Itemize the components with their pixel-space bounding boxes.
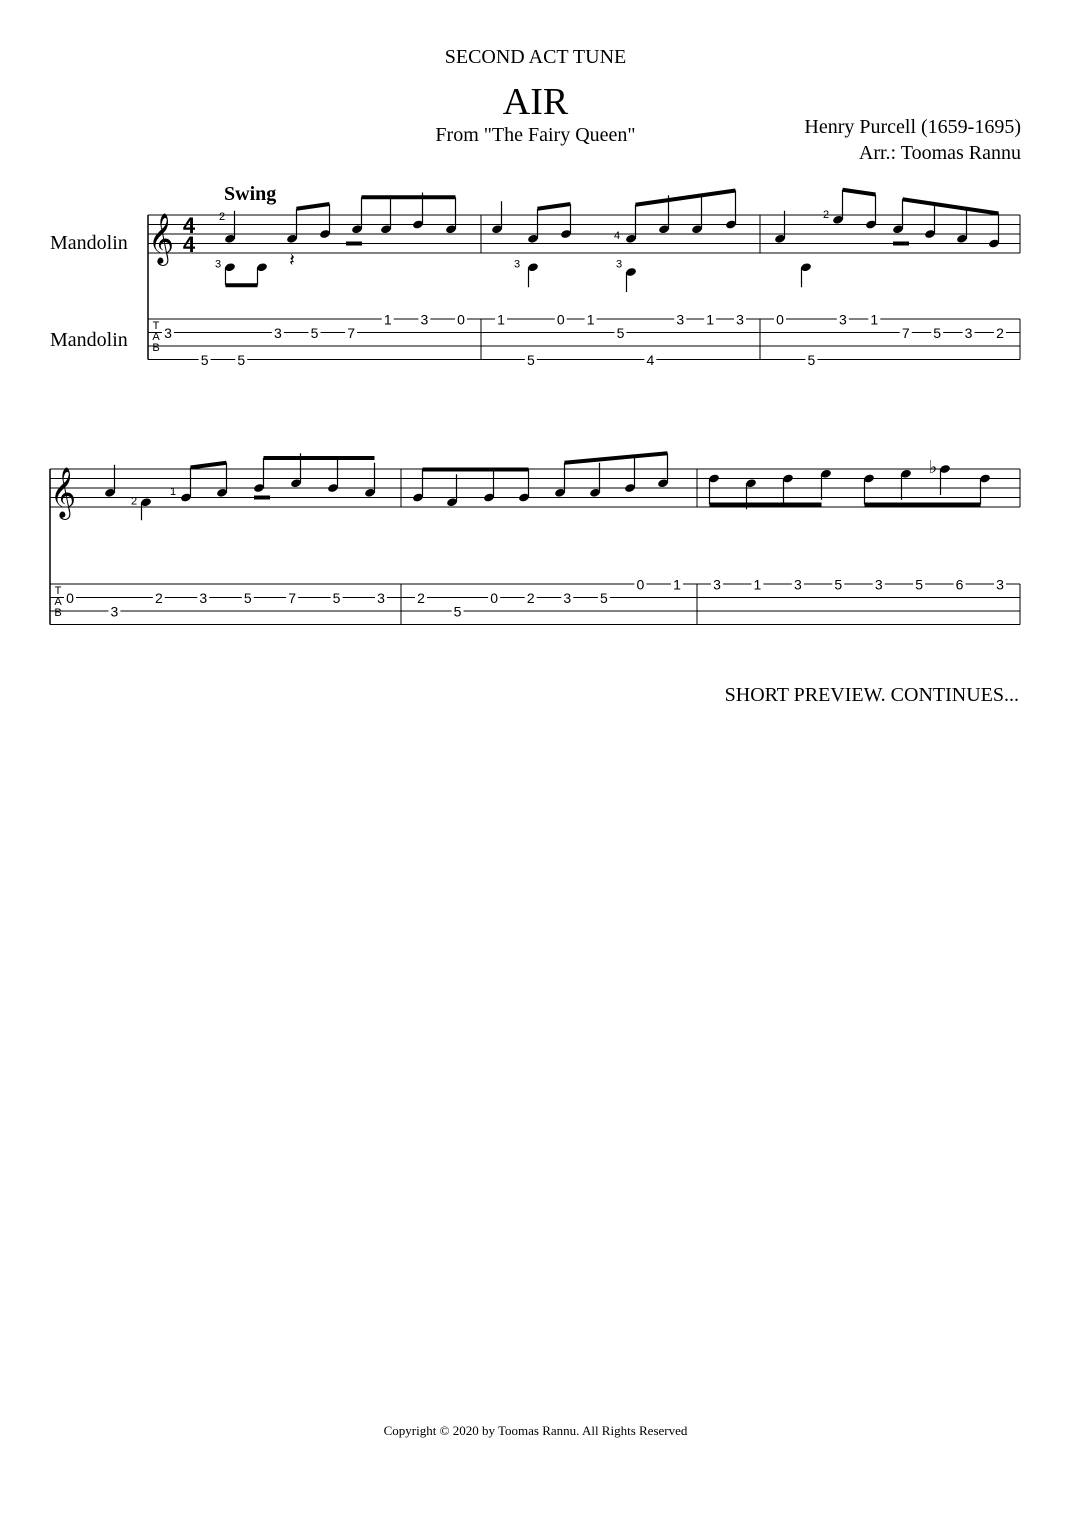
tab-fret-number: 4 [646,352,655,368]
instrument-label-staff: Mandolin [50,232,128,254]
tab-fret-number: 3 [199,590,208,606]
tab-fret-number: 7 [288,590,297,606]
tab-fret-number: 1 [753,576,762,593]
tab-fret-number: 1 [870,311,879,328]
fingering-number: 1 [169,485,177,498]
tab-fret-number: 5 [807,352,816,368]
fingering-number: 3 [513,258,521,271]
supertitle: SECOND ACT TUNE [444,46,627,68]
instrument-label-tab: Mandolin [50,329,128,351]
tab-fret-number: 5 [599,590,608,606]
time-signature-bottom: 4 [182,232,196,257]
piece-subtitle: From "The Fairy Queen" [435,124,636,146]
tab-fret-number: 0 [776,311,784,328]
tab-fret-number: 5 [616,325,625,341]
tab-fret-number: 0 [636,576,645,593]
tab-fret-number: 3 [838,311,847,328]
tab-fret-number: 3 [377,590,385,606]
tab-letter: T [54,585,62,597]
tab-fret-number: 5 [200,352,209,368]
half-rest-icon [346,242,362,246]
treble-clef-icon: 𝄞 [49,468,77,517]
tab-fret-number: 1 [706,311,715,328]
tab-fret-number: 3 [420,311,429,328]
fingering-number: 2 [822,208,830,221]
tab-fret-number: 3 [110,603,119,620]
tab-letter: B [152,342,160,354]
time-signature-top: 4 [182,213,196,238]
tab-fret-number: 5 [834,576,843,593]
fingering-number: 4 [613,229,621,242]
tab-fret-number: 2 [526,590,535,606]
note-beam [297,204,330,209]
tab-fret-number: 2 [996,325,1004,341]
tab-fret-number: 3 [164,325,172,341]
tab-fret-number: 5 [243,590,252,606]
half-rest-icon [893,242,909,246]
tab-fret-number: 3 [736,311,744,328]
tab-fret-number: 1 [383,311,392,328]
half-rest-icon [254,496,270,500]
tab-fret-number: 1 [586,311,595,328]
piece-title: AIR [502,81,569,123]
note-beam [843,190,876,195]
tab-fret-number: 6 [955,576,964,593]
fingering-number: 3 [214,258,222,271]
tab-fret-number: 0 [66,590,74,606]
tab-letter: B [54,607,62,619]
note-beam [191,463,227,468]
tab-letter: T [152,320,160,332]
note-beam [565,453,668,463]
tab-fret-number: 0 [490,590,499,606]
preview-note: SHORT PREVIEW. CONTINUES... [724,684,1019,706]
tab-fret-number: 5 [915,576,924,593]
tab-fret-number: 0 [556,311,565,328]
staves [50,215,1020,625]
tab-fret-number: 3 [676,311,685,328]
tab-fret-number: 3 [793,576,802,593]
copyright-notice: Copyright © 2020 by Toomas Rannu. All Rights Reserved [383,1423,688,1438]
tab-fret-number: 1 [497,311,505,328]
tab-fret-number: 3 [713,576,721,593]
tab-fret-number: 1 [673,576,681,593]
tab-letter: A [152,331,160,343]
tab-fret-number: 5 [453,603,462,620]
tab-fret-number: 5 [526,352,535,368]
tab-fret-number: 0 [457,311,465,328]
tab-fret-number: 3 [996,576,1004,593]
tab-fret-number: 5 [237,352,246,368]
tab-fret-number: 2 [154,590,163,606]
flat-icon: ♭ [928,457,938,477]
note-beam [538,204,571,209]
tab-fret-number: 5 [933,325,942,341]
tempo-marking: Swing [224,183,277,205]
arranger-credit: Arr.: Toomas Rannu [858,142,1021,164]
tab-fret-number: 3 [964,325,973,341]
tab-fret-number: 5 [332,590,341,606]
note-beam [903,199,999,213]
tab-fret-number: 5 [310,325,319,341]
tab-fret-number: 7 [347,325,356,341]
note-beam [636,191,736,205]
fingering-number: 3 [615,258,623,271]
fingering-number: 2 [130,495,138,508]
treble-clef-icon: 𝄞 [147,214,175,263]
tab-fret-number: 3 [874,576,883,593]
tab-fret-number: 3 [563,590,572,606]
fingering-number: 2 [218,210,226,223]
tab-fret-number: 2 [417,590,425,606]
composer-credit: Henry Purcell (1659-1695) [804,116,1021,138]
tab-fret-number: 7 [901,325,910,341]
tab-fret-number: 3 [273,325,282,341]
tab-letter: A [54,596,62,608]
quarter-rest-icon: 𝄽 [289,249,295,270]
